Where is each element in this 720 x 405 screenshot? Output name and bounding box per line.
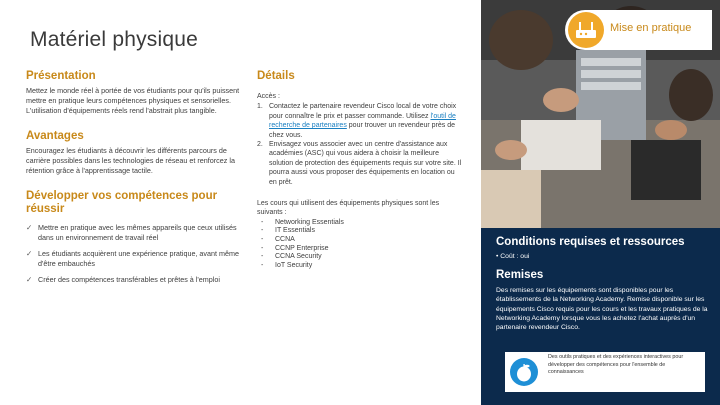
left-column [26,70,248,295]
conditions-heading: Conditions requises et ressources [496,236,685,248]
details-column [257,70,462,270]
list-item: - IT Essentials [261,227,315,235]
list-item: - CCNA [261,236,295,244]
list-item: - CCNP Enterprise [261,244,329,252]
list-item: - Networking Essentials [261,218,344,226]
step-1: 1. Contactez le partenaire revendeur Cisco local de votre choix pour connaître le prix et passer commande. Utilisez l'outil de recherche de partenaires pour trouver un revendeur près de chez vous. [257,103,457,139]
remises-heading: Remises [496,269,544,281]
equipment-icon [568,12,604,48]
list-item: - CCNA Security [261,253,322,261]
presentation-section [26,70,248,116]
avantages-section [26,130,248,176]
check-icon: ✓ [26,223,33,232]
avantages-heading: Avantages [26,130,84,142]
tip-text: Des outils pratiques et des expériences interactives pour développer des compétences pour l'ensemble de connaissances [548,354,684,376]
courses-list [257,219,462,271]
avantages-text: Encouragez les étudiants à découvrir les différents parcours de carrière possibles dans les technologies de réseau et renforcez la rétention grâce à l'apprentissage tactile. [26,146,235,175]
list-item: ✓ Créer des compétences transférables et prêtes à l'emploi [26,275,220,284]
presentation-text: Mettez le monde réel à portée de vos étudiants pour qu'ils puissent mettre en pratique leurs compétences physiques et sensorielles. L'utilisation d'équipements réels rend l'abstrait plus tangible. [26,86,240,115]
apple-icon [510,358,538,386]
developper-bullets [26,223,248,285]
badge-label: Mise en pratique [610,22,692,34]
list-item: - IoT Security [261,261,313,269]
developper-section [26,190,248,285]
acces-label: Accès : [257,93,280,100]
presentation-heading: Présentation [26,70,96,82]
check-icon: ✓ [26,275,33,284]
check-icon: ✓ [26,249,33,258]
cost-text: • Coût : oui [496,253,530,260]
list-item: ✓ Mettre en pratique avec les mêmes appareils que ceux utilisés dans un environnement de travail réel [26,223,237,242]
details-heading: Détails [257,70,295,82]
courses-intro: Les cours qui utilisent des équipements physiques sont les suivants : [257,200,440,217]
partner-search-link[interactable]: l'outil de recherche de partenaires [269,112,456,130]
page-title: Matériel physique [30,28,198,51]
list-item: ✓ Les étudiants acquièrent une expérience pratique, avant même d'être embauchés [26,249,239,268]
step-2: 2. Envisagez vous associer avec un centre d'assistance aux académies (ASC) qui vous aidera à choisir la meilleure solution de protection des équipements requis sur votre site. Il pourra aussi vous proposer des équipements en location ou en prêt. [257,141,462,186]
developper-heading: Développer vos compétences pour réussir [26,190,218,215]
remises-text: Des remises sur les équipements sont disponibles pour les établissements de la Networking Academy. Remise disponible sur les équipements Cisco requis pour les cours et les travaux pratiques de la Networking Academy lorsque vous les achetez l'achat auprès d'un partenaire revendeur Cisco. [496,287,708,332]
